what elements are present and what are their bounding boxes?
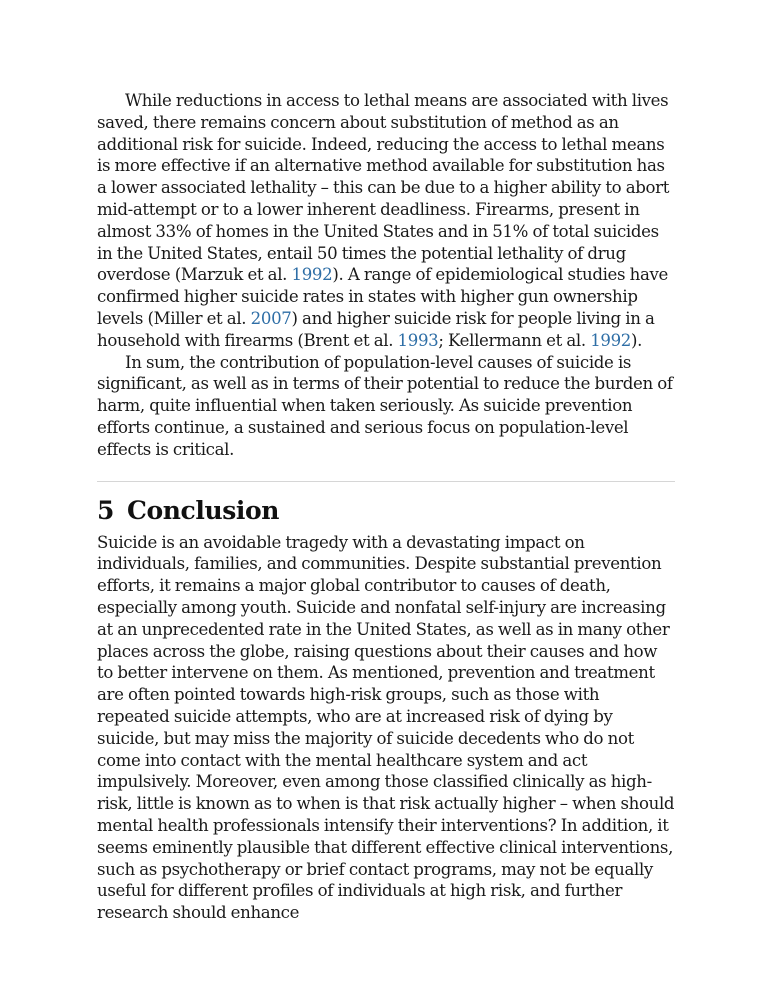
section-divider xyxy=(97,481,675,482)
citation-link-miller[interactable]: 2007 xyxy=(250,308,292,328)
section-heading xyxy=(97,494,675,528)
paragraph-text: ). xyxy=(631,330,643,350)
page-content xyxy=(97,90,675,924)
paragraph-text: ). A range of epidemiological studies have confirmed higher suicide rates in states with higher gun ownership levels (Miller et al. xyxy=(97,265,668,328)
citation-link-marzuk[interactable]: 1992 xyxy=(291,265,333,285)
paragraph-in-sum: In sum, the contribution of population-level causes of suicide is significant, as well as in terms of their potential to reduce the burden of harm, quite influential when taken seriously. As suicide prevention efforts continue, a sustained and serious focus on population-level effects is critical. xyxy=(97,352,673,459)
citation-link-kellermann[interactable]: 1992 xyxy=(590,330,632,350)
section-number: 5 xyxy=(97,495,114,525)
paragraph-lethal-means xyxy=(97,90,675,352)
paragraph-text: While reductions in access to lethal means are associated with lives saved, there remains concern about substitution of method as an additional risk for suicide. Indeed, reducing the access to lethal means is more effective if an alternative method available for substitution has a lower associated lethality – this can be due to a higher ability to abort mid-attempt or to a lower inherent deadliness. Firearms, present in almost 33% of homes in the United States and in 51% of total suicides in the United States, entail 50 times the potential lethality of drug overdose (Marzuk et al. xyxy=(97,91,670,285)
paragraph-text: ; Kellermann et al. xyxy=(438,330,591,350)
paragraph-conclusion: Suicide is an avoidable tragedy with a devastating impact on individuals, families, and communities. Despite substantial prevention efforts, it remains a major global contributor to causes of death, especially among youth. Suicide and nonfatal self-injury are increasing at an unprecedented rate in the United States, as well as in many other places across the globe, raising questions about their causes and how to better intervene on them. As mentioned, prevention and treatment are often pointed towards high-risk groups, such as those with repeated suicide attempts, who are at increased risk of dying by suicide, but may miss the majority of suicide decedents who do not come into contact with the mental healthcare system and act impulsively. Moreover, even among those classified clinically as high-risk, little is known as to when is that risk actually higher – when should mental health professionals intensify their interventions? In addition, it seems eminently plausible that different effective clinical interventions, such as psychotherapy or brief contact programs, may not be equally useful for different profiles of individuals at high risk, and further research should enhance xyxy=(97,532,675,923)
citation-link-brent[interactable]: 1993 xyxy=(397,330,439,350)
paragraph-text: ) and higher suicide risk for people living in a household with firearms (Brent et al. xyxy=(97,308,655,350)
section-title: Conclusion xyxy=(127,495,280,525)
